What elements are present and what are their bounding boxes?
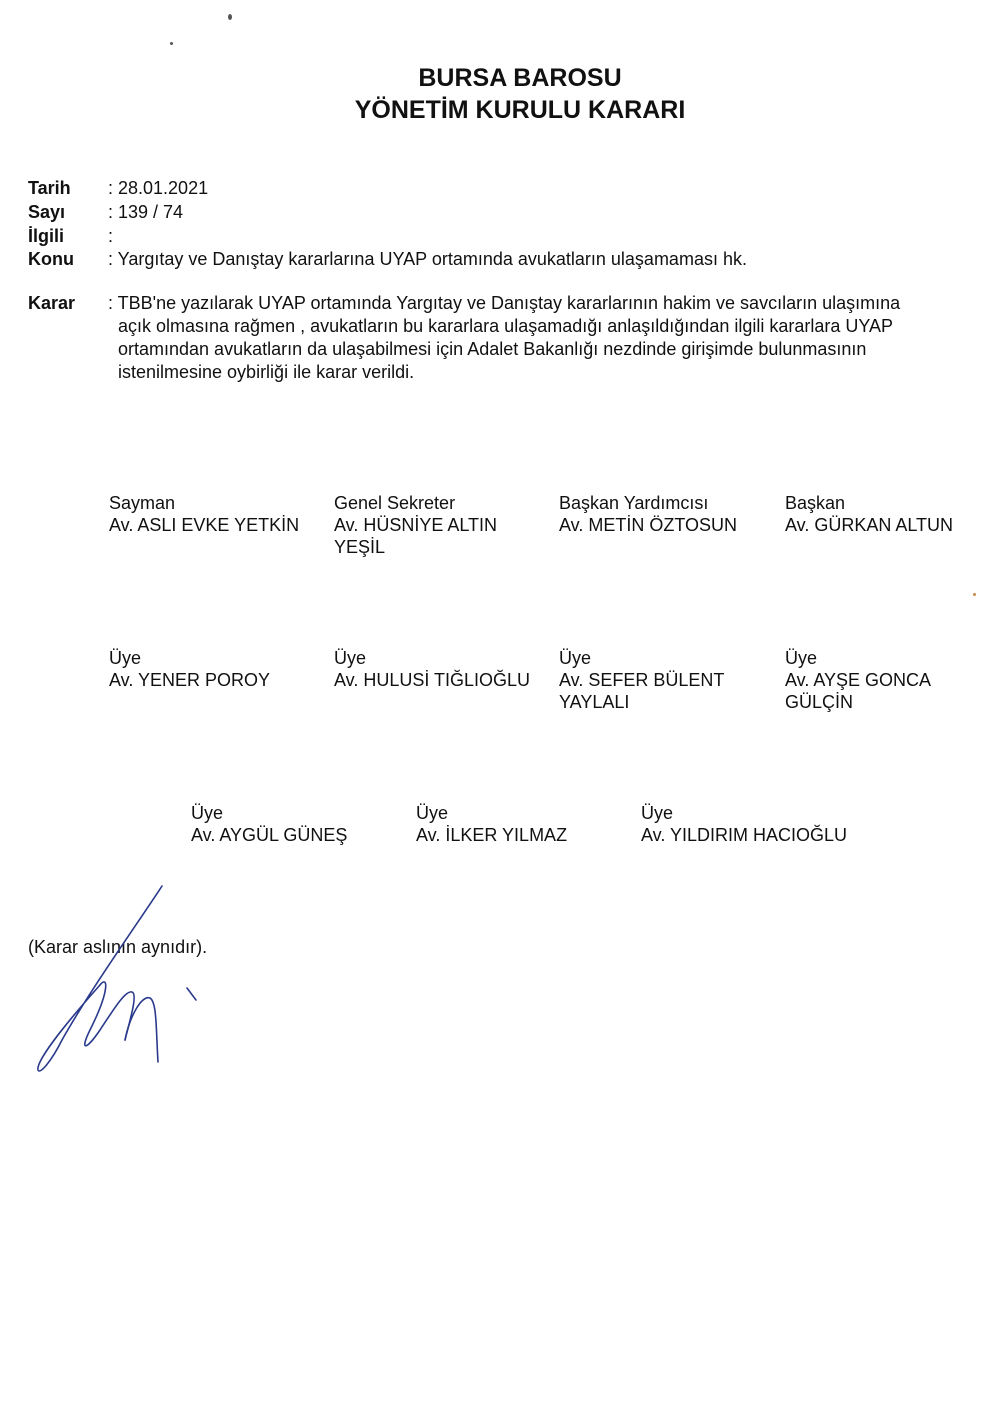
signatory-baskan xyxy=(785,492,990,536)
signatory-role: Üye xyxy=(191,803,224,823)
karar-label: Karar xyxy=(28,293,76,313)
signatory-role: Başkan xyxy=(785,493,846,513)
karar-line-1: : TBB'ne yazılarak UYAP ortamında Yargıtay ve Danıştay kararlarının hakim ve savcıların ulaşımına xyxy=(108,293,901,313)
title-line-2: YÖNETİM KURULU KARARI xyxy=(354,96,686,124)
sayi-value: : 139 / 74 xyxy=(108,202,184,222)
signatory-role: Başkan Yardımcısı xyxy=(559,493,709,513)
signatory-name: Av. İLKER YILMAZ xyxy=(416,825,568,845)
konu-value: : Yargıtay ve Danıştay kararlarına UYAP ortamında avukatların ulaşamaması hk. xyxy=(108,249,747,269)
true-copy-note: (Karar aslının aynıdır). xyxy=(28,937,208,957)
signatory-uye-5 xyxy=(191,802,411,846)
ilgili-label: İlgili xyxy=(28,226,64,246)
signatory-uye-1 xyxy=(109,647,329,691)
signatory-name: Av. ASLI EVKE YETKİN xyxy=(109,515,300,535)
tarih-value: : 28.01.2021 xyxy=(108,178,209,198)
signatory-role: Üye xyxy=(109,648,142,668)
ilgili-value: : xyxy=(108,226,114,246)
signature-stroke-3 xyxy=(125,998,158,1062)
sayi-label: Sayı xyxy=(28,202,66,222)
signatory-role: Üye xyxy=(641,803,674,823)
signatory-role: Sayman xyxy=(109,493,176,513)
signatory-name: Av. YILDIRIM HACIOĞLU xyxy=(641,825,848,845)
signatory-uye-3 xyxy=(559,647,749,713)
document-title xyxy=(0,62,1000,126)
signatory-name: Av. GÜRKAN ALTUN xyxy=(785,515,954,535)
signatory-genel-sekreter xyxy=(334,492,534,558)
karar-line-4: istenilmesine oybirliği ile karar verildi. xyxy=(118,362,415,382)
signatory-name: Av. AYŞE GONCA GÜLÇİN xyxy=(785,670,931,712)
signatory-name: Av. SEFER BÜLENT YAYLALI xyxy=(559,670,725,712)
signatory-role: Üye xyxy=(416,803,449,823)
signatory-role: Üye xyxy=(334,648,367,668)
signatory-uye-4 xyxy=(785,647,965,713)
tarih-label: Tarih xyxy=(28,178,71,198)
konu-label: Konu xyxy=(28,249,74,269)
karar-line-3: ortamından avukatların da ulaşabilmesi için Adalet Bakanlığı nezdinde girişimde bulunmasının xyxy=(118,339,867,359)
signature-stroke-1 xyxy=(38,886,162,1071)
signatory-name: Av. YENER POROY xyxy=(109,670,271,690)
signatory-name: Av. HULUSİ TIĞLIOĞLU xyxy=(334,670,531,690)
signatory-sayman xyxy=(109,492,329,536)
signatory-name: Av. HÜSNİYE ALTIN YEŞİL xyxy=(334,515,498,557)
karar-line-2: açık olmasına rağmen , avukatların bu kararlara ulaşamadığı anlaşıldığından ilgili kararlara UYAP xyxy=(118,316,894,336)
handwritten-signature xyxy=(30,880,210,1080)
signatory-name: Av. AYGÜL GÜNEŞ xyxy=(191,825,348,845)
signature-tick xyxy=(187,988,196,1000)
signatory-name: Av. METİN ÖZTOSUN xyxy=(559,515,738,535)
signatory-uye-2 xyxy=(334,647,554,691)
signatory-baskan-yardimcisi xyxy=(559,492,779,536)
signatory-role: Genel Sekreter xyxy=(334,493,456,513)
title-line-1: BURSA BAROSU xyxy=(418,64,622,92)
signatory-uye-6 xyxy=(416,802,636,846)
scan-speck xyxy=(170,42,173,45)
signatory-role: Üye xyxy=(785,648,818,668)
scan-speck xyxy=(973,593,976,596)
scan-speck xyxy=(228,14,232,20)
signatory-uye-7 xyxy=(641,802,901,846)
karar-text xyxy=(108,292,988,384)
signatory-role: Üye xyxy=(559,648,592,668)
